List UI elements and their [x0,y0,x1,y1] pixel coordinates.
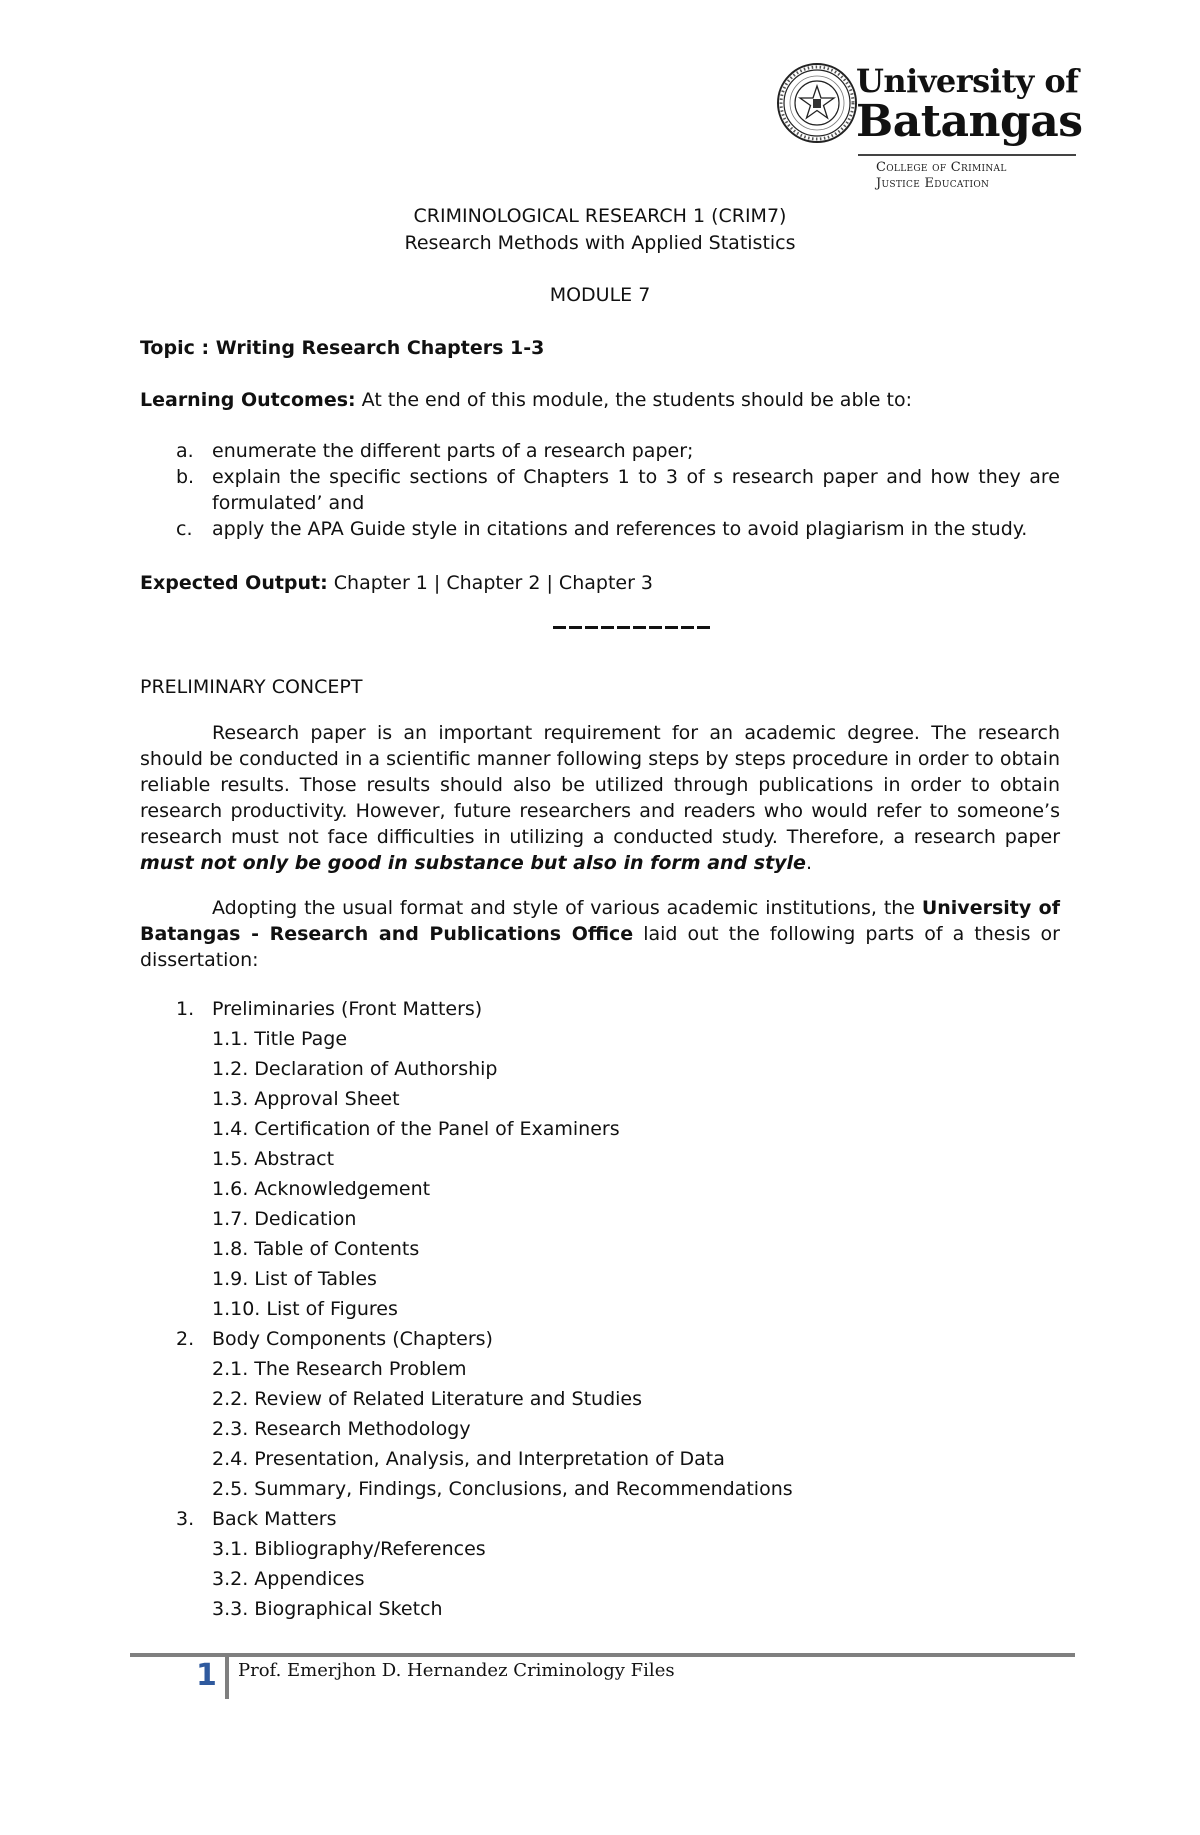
outline-subitem: 2.4. Presentation, Analysis, and Interpretation of Data [212,1448,725,1470]
footer-text: Prof. Emerjhon D. Hernandez Criminology Files [238,1660,675,1681]
expected-output-text: Chapter 1 | Chapter 2 | Chapter 3 [327,572,654,594]
list-item-text: explain the specific sections of Chapters 1 to 3 of s research paper and how they are formulated’ and [212,466,1060,514]
learning-outcomes-text: At the end of this module, the students should be able to: [355,389,912,411]
outline-item-number: 2. [176,1328,195,1350]
learning-outcomes-list [140,438,1060,542]
college-line-1: College of Criminal [876,160,1007,175]
university-seal-icon [776,62,858,144]
paragraph-2-end: laid out the following parts of a thesis or dissertation: [140,923,1060,971]
outline-subitem: 1.2. Declaration of Authorship [212,1058,498,1080]
outline-subitem: 1.3. Approval Sheet [212,1088,400,1110]
university-logo [776,62,1083,194]
list-item-text: apply the APA Guide style in citations and references to avoid plagiarism in the study. [212,518,1028,540]
footer-rule [130,1653,1075,1657]
outline-subitem: 1.9. List of Tables [212,1268,377,1290]
course-title: CRIMINOLOGICAL RESEARCH 1 (CRIM7) [413,205,787,227]
outline-item [140,1324,1060,1354]
outline-subitem: 3.1. Bibliography/References [212,1538,486,1560]
learning-outcomes-intro [140,387,1060,413]
outline-item [140,1504,1060,1534]
paragraph-1-emphasis: must not only be good in substance but also in form and style [140,852,806,874]
expected-output-label: Expected Output: [140,572,328,594]
outline-subitem: 2.1. The Research Problem [212,1358,467,1380]
outline-subitem: 2.5. Summary, Findings, Conclusions, and Recommendations [212,1478,793,1500]
page-number: 1 [196,1658,217,1693]
outline-subitem: 2.2. Review of Related Literature and Studies [212,1388,643,1410]
outline-subitem: 1.7. Dedication [212,1208,357,1230]
list-item-letter: a. [176,440,194,462]
logo-line-1: University of [856,62,1079,100]
list-item-letter: c. [176,518,193,540]
outline-subitem: 1.6. Acknowledgement [212,1178,431,1200]
outline-item-number: 3. [176,1508,195,1530]
list-item [140,438,1060,464]
course-subtitle: Research Methods with Applied Statistics [404,232,796,254]
list-item [140,516,1060,542]
outline-subitem: 2.3. Research Methodology [212,1418,471,1440]
list-item [140,464,1060,516]
outline-subitem: 3.3. Biographical Sketch [212,1598,443,1620]
outline-item-label: Back Matters [212,1508,337,1530]
outline-item-label: Preliminaries (Front Matters) [212,998,483,1020]
outline-subitem: 1.4. Certification of the Panel of Examiners [212,1118,620,1140]
module-number: MODULE 7 [549,284,651,306]
outline-subitem: 1.1. Title Page [212,1028,348,1050]
section-heading: PRELIMINARY CONCEPT [140,676,363,698]
outline-subitem: 1.10. List of Figures [212,1298,398,1320]
learning-outcomes-label: Learning Outcomes: [140,389,356,411]
thesis-parts-outline [140,994,1060,1624]
section-divider [553,626,713,629]
paragraph-1 [140,720,1060,876]
footer-separator [225,1657,229,1699]
outline-item [140,994,1060,1024]
logo-divider [858,154,1076,156]
list-item-text: enumerate the different parts of a research paper; [212,440,694,462]
topic-line: Topic : Writing Research Chapters 1-3 [140,337,545,359]
outline-subitem: 3.2. Appendices [212,1568,365,1590]
list-item-letter: b. [176,466,195,488]
paragraph-1-text: Research paper is an important requirement for an academic degree. The research should be conducted in a scientific manner following steps by steps procedure in order to obtain reliable results. Those results should also be utilized through publications in order to obtain research productivity. However, future researchers and readers who would refer to someone’s research must not face difficulties in utilizing a conducted study. Therefore, a research paper [140,722,1060,848]
paragraph-2 [140,895,1060,973]
paragraph-1-end: . [805,852,812,874]
outline-item-label: Body Components (Chapters) [212,1328,493,1350]
outline-subitem: 1.8. Table of Contents [212,1238,420,1260]
outline-subitem: 1.5. Abstract [212,1148,335,1170]
outline-item-number: 1. [176,998,195,1020]
logo-line-2: Batangas [856,96,1083,147]
paragraph-2-start: Adopting the usual format and style of various academic institutions, the [212,897,922,919]
expected-output [140,570,1060,596]
college-line-2: Justice Education [876,176,990,191]
paragraph-2-bold: University of Batangas - Research and Publications Office [140,897,1060,945]
